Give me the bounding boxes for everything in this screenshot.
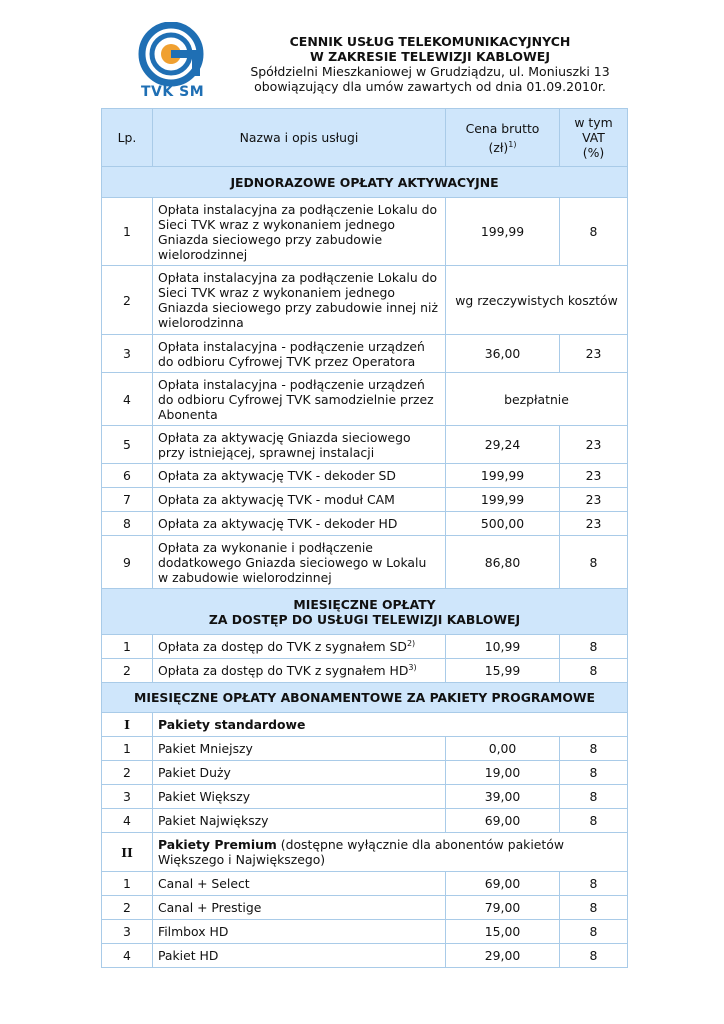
row-price: 0,00 — [446, 737, 560, 761]
row-lp: 4 — [102, 809, 153, 833]
col-vat-line3: (%) — [582, 145, 605, 160]
row-desc: Opłata za aktywację TVK - dekoder SD — [153, 464, 446, 488]
row-lp: 3 — [102, 920, 153, 944]
row-desc: Pakiet HD — [153, 944, 446, 968]
group-title-bold: Pakiety Premium — [158, 837, 277, 852]
section-header — [102, 683, 628, 713]
row-desc-text: Opłata za dostęp do TVK z sygnałem SD — [158, 639, 407, 654]
table-row — [102, 512, 628, 536]
row-lp: 2 — [102, 761, 153, 785]
table-row — [102, 335, 628, 373]
row-price: 36,00 — [446, 335, 560, 373]
row-desc: Pakiet Największy — [153, 809, 446, 833]
table-row — [102, 635, 628, 659]
row-price: 199,99 — [446, 464, 560, 488]
group-header-row — [102, 833, 628, 872]
row-lp: 6 — [102, 464, 153, 488]
row-desc: Canal + Select — [153, 872, 446, 896]
row-lp: 4 — [102, 944, 153, 968]
row-merged-price: bezpłatnie — [446, 373, 628, 426]
row-price: 19,00 — [446, 761, 560, 785]
group-title-rest: (dostępne wyłącznie dla abonentów pakietów Większego i Największego) — [158, 837, 564, 867]
document-header — [0, 0, 724, 108]
section-title-line2: ZA DOSTĘP DO USŁUGI TELEWIZJI KABLOWEJ — [208, 611, 521, 627]
col-name: Nazwa i opis usługi — [153, 109, 446, 167]
row-lp: 1 — [102, 635, 153, 659]
table-row — [102, 464, 628, 488]
group-roman-numeral: II — [102, 833, 153, 872]
row-price: 199,99 — [446, 198, 560, 266]
row-lp: 3 — [102, 785, 153, 809]
row-price: 29,00 — [446, 944, 560, 968]
col-vat-line2: VAT — [582, 130, 605, 145]
table-row — [102, 426, 628, 464]
table-row — [102, 198, 628, 266]
title-line-2: W ZAKRESIE TELEWIZJI KABLOWEJ — [309, 49, 550, 64]
row-desc: Canal + Prestige — [153, 896, 446, 920]
row-vat: 23 — [560, 335, 628, 373]
row-vat: 8 — [560, 809, 628, 833]
row-price: 39,00 — [446, 785, 560, 809]
row-lp: 2 — [102, 266, 153, 335]
row-desc: Pakiet Duży — [153, 761, 446, 785]
row-price: 15,99 — [446, 659, 560, 683]
row-desc: Opłata za aktywację Gniazda sieciowego przy istniejącej, sprawnej instalacji — [153, 426, 446, 464]
table-row — [102, 659, 628, 683]
row-desc: Opłata za aktywację TVK - dekoder HD — [153, 512, 446, 536]
row-lp: 9 — [102, 536, 153, 589]
row-vat: 23 — [560, 488, 628, 512]
row-lp: 5 — [102, 426, 153, 464]
footnote-ref-2: 2) — [406, 638, 416, 648]
row-vat: 8 — [560, 920, 628, 944]
row-lp: 7 — [102, 488, 153, 512]
col-price — [446, 109, 560, 167]
section-title-activation: JEDNORAZOWE OPŁATY AKTYWACYJNE — [102, 167, 628, 198]
row-vat: 8 — [560, 944, 628, 968]
price-table — [101, 108, 628, 968]
row-price: 86,80 — [446, 536, 560, 589]
row-desc-text: Opłata za dostęp do TVK z sygnałem HD — [158, 663, 409, 678]
row-desc: Opłata instalacyjna za podłączenie Lokalu do Sieci TVK wraz z wykonaniem jednego Gniazda sieciowego przy zabudowie innej niż wielorodzinna — [153, 266, 446, 335]
title-line-3: Spółdzielni Mieszkaniowej w Grudziądzu, ul. Moniuszki 13 — [250, 64, 610, 79]
row-vat: 8 — [560, 536, 628, 589]
row-vat: 8 — [560, 635, 628, 659]
row-vat: 8 — [560, 785, 628, 809]
row-vat: 8 — [560, 659, 628, 683]
row-merged-price: wg rzeczywistych kosztów — [446, 266, 628, 335]
group-title — [153, 833, 628, 872]
row-price: 500,00 — [446, 512, 560, 536]
table-row — [102, 266, 628, 335]
col-vat-line1: w tym — [574, 115, 613, 130]
section-title-packages: MIESIĘCZNE OPŁATY ABONAMENTOWE ZA PAKIETY PROGRAMOWE — [102, 683, 628, 713]
table-row — [102, 785, 628, 809]
table-row — [102, 737, 628, 761]
row-desc: Filmbox HD — [153, 920, 446, 944]
row-price: 79,00 — [446, 896, 560, 920]
section-header — [102, 589, 628, 635]
row-lp: 3 — [102, 335, 153, 373]
row-desc: Opłata instalacyjna - podłączenie urządzeń do odbioru Cyfrowej TVK samodzielnie przez Abonenta — [153, 373, 446, 426]
row-vat: 23 — [560, 464, 628, 488]
row-lp: 2 — [102, 896, 153, 920]
row-desc: Opłata za wykonanie i podłączenie dodatkowego Gniazda sieciowego w Lokalu w zabudowie wielorodzinnej — [153, 536, 446, 589]
row-vat: 8 — [560, 896, 628, 920]
table-row — [102, 872, 628, 896]
row-price: 199,99 — [446, 488, 560, 512]
row-vat: 8 — [560, 872, 628, 896]
row-vat: 23 — [560, 512, 628, 536]
col-price-label: Cena brutto — [465, 120, 540, 136]
row-price: 29,24 — [446, 426, 560, 464]
row-price: 69,00 — [446, 809, 560, 833]
footnote-ref-1: 1) — [508, 139, 517, 149]
title-line-4: obowiązujący dla umów zawartych od dnia 01.09.2010r. — [254, 79, 606, 94]
row-desc — [153, 659, 446, 683]
row-desc: Pakiet Mniejszy — [153, 737, 446, 761]
row-vat: 8 — [560, 761, 628, 785]
table-row — [102, 920, 628, 944]
row-desc — [153, 635, 446, 659]
section-header — [102, 167, 628, 198]
row-lp: 8 — [102, 512, 153, 536]
row-desc: Pakiet Większy — [153, 785, 446, 809]
table-row — [102, 488, 628, 512]
section-title-monthly-access — [102, 589, 628, 635]
col-lp: Lp. — [102, 109, 153, 167]
row-lp: 1 — [102, 198, 153, 266]
group-title: Pakiety standardowe — [153, 713, 628, 737]
col-vat — [560, 109, 628, 167]
row-vat: 8 — [560, 198, 628, 266]
table-row — [102, 536, 628, 589]
table-row — [102, 809, 628, 833]
logo-text: TVK SM — [141, 84, 205, 100]
group-roman-numeral: I — [102, 713, 153, 737]
table-row — [102, 373, 628, 426]
table-row — [102, 761, 628, 785]
row-desc: Opłata instalacyjna - podłączenie urządzeń do odbioru Cyfrowej TVK przez Operatora — [153, 335, 446, 373]
group-header-row — [102, 713, 628, 737]
row-lp: 4 — [102, 373, 153, 426]
row-price: 15,00 — [446, 920, 560, 944]
row-lp: 1 — [102, 737, 153, 761]
row-lp: 2 — [102, 659, 153, 683]
row-vat: 8 — [560, 737, 628, 761]
document-title — [220, 34, 640, 94]
row-lp: 1 — [102, 872, 153, 896]
table-header-row — [102, 109, 628, 167]
row-desc: Opłata instalacyjna za podłączenie Lokalu do Sieci TVK wraz z wykonaniem jednego Gniazda sieciowego przy zabudowie wielorodzinnej — [153, 198, 446, 266]
title-line-1: CENNIK USŁUG TELEKOMUNIKACYJNYCH — [289, 34, 571, 49]
section-title-line1: MIESIĘCZNE OPŁATY — [293, 596, 436, 612]
row-desc: Opłata za aktywację TVK - moduł CAM — [153, 488, 446, 512]
row-price: 10,99 — [446, 635, 560, 659]
footnote-ref-3: 3) — [408, 662, 417, 672]
col-price-unit: (zł) — [488, 139, 509, 155]
row-vat: 23 — [560, 426, 628, 464]
table-row — [102, 896, 628, 920]
row-price: 69,00 — [446, 872, 560, 896]
table-row — [102, 944, 628, 968]
